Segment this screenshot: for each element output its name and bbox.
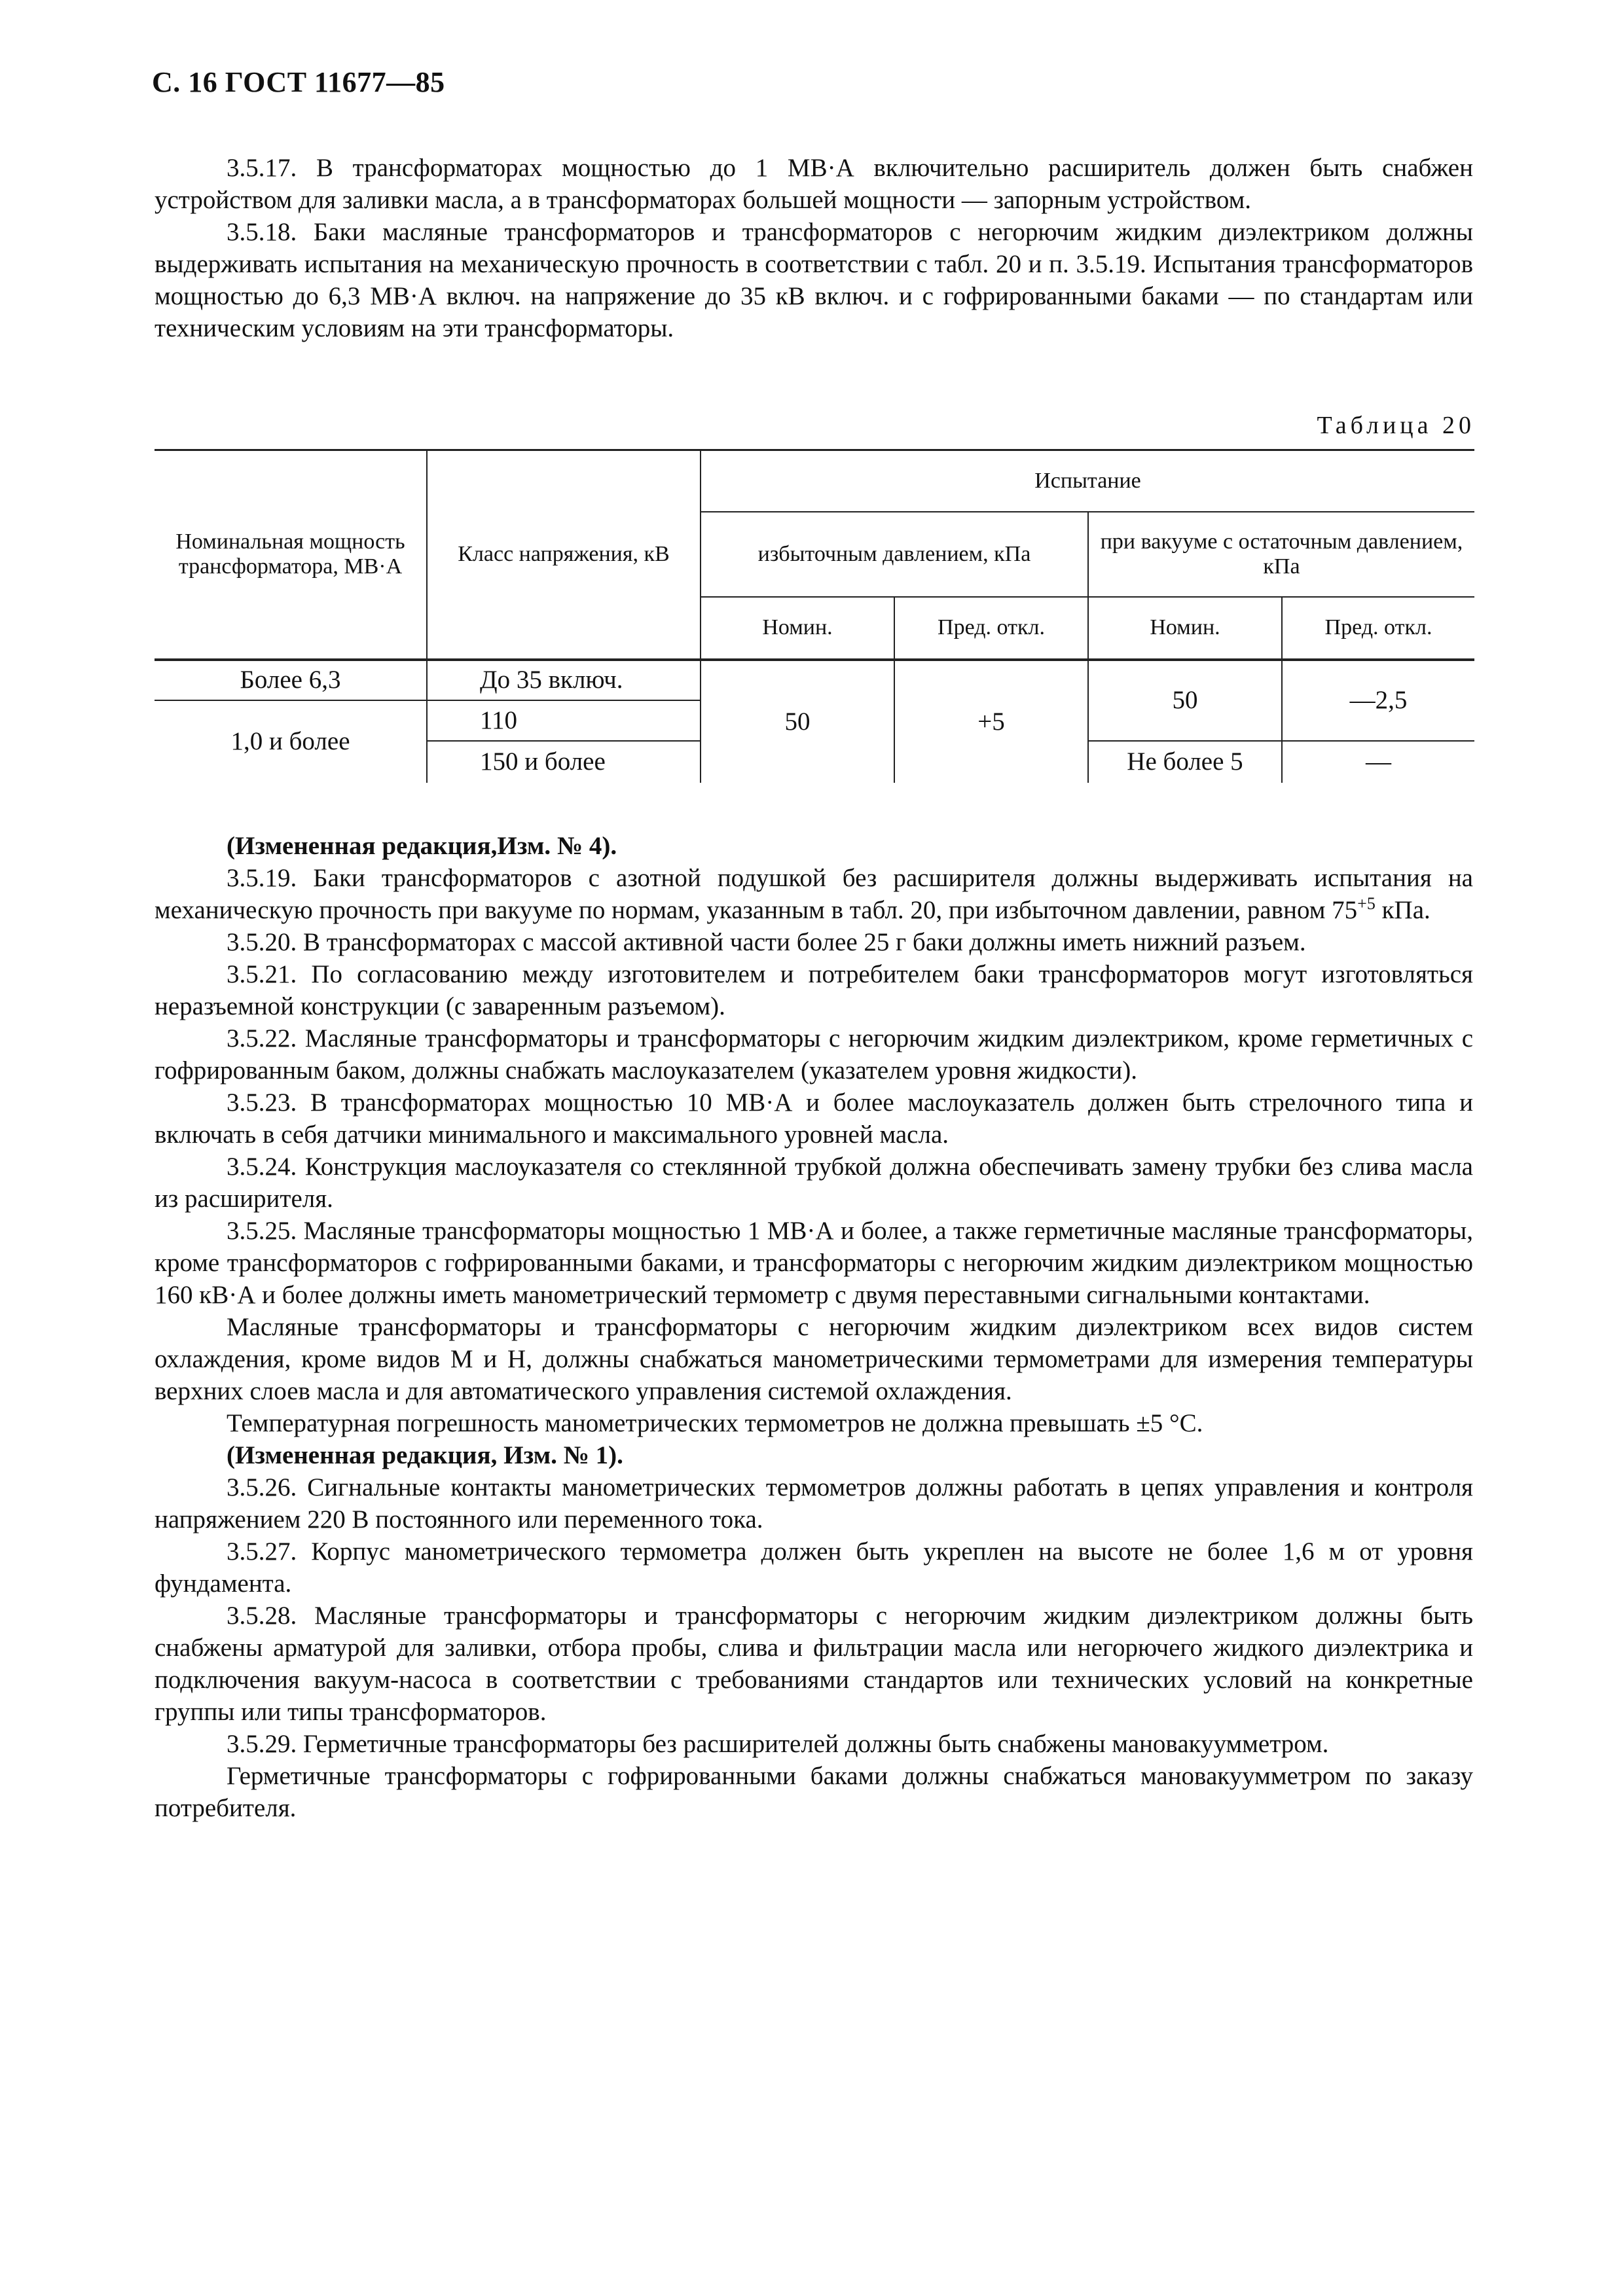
paragraph-3-5-20: 3.5.20. В трансформаторах с массой активной части более 25 г баки должны иметь нижний разъем. xyxy=(227,928,1306,956)
header-nom-1: Номин. xyxy=(701,597,894,660)
cell-voltage: 110 xyxy=(427,700,701,741)
amendment-note-1: (Измененная редакция, Изм. № 1). xyxy=(227,1441,623,1469)
cell-vac-dev: —2,5 xyxy=(1282,660,1474,741)
cell-vac-dev: — xyxy=(1282,741,1474,783)
cell-voltage: До 35 включ. xyxy=(427,660,701,700)
paragraph-3-5-17: 3.5.17. В трансформаторах мощностью до 1 МВ·А включительно расширитель должен быть снабжен устройством для заливки масла, а в трансформаторах большей мощности — запорным устройством. xyxy=(155,154,1473,214)
paragraph-3-5-22: 3.5.22. Масляные трансформаторы и трансформаторы с негорючим жидким диэлектриком, кроме герметичных с гофрированным баком, должны снабжать маслоуказателем (указателем уровня жидкости). xyxy=(155,1024,1473,1085)
amendment-note-4: (Измененная редакция,Изм. № 4). xyxy=(227,832,617,860)
page-header: С. 16 ГОСТ 11677—85 xyxy=(152,66,445,98)
cell-vac-nom: Не более 5 xyxy=(1088,741,1282,783)
paragraph-3-5-23: 3.5.23. В трансформаторах мощностью 10 МВ·А и более маслоуказатель должен быть стрелочного типа и включать в себя датчики минимального и максимального уровней масла. xyxy=(155,1088,1473,1149)
paragraph-3-5-18: 3.5.18. Баки масляные трансформаторов и трансформаторов с негорючим жидким диэлектриком должны выдерживать испытания на механическую прочность в соответствии с табл. 20 и п. 3.5.19. Испытания трансформаторов мощностью до 6,3 МВ·А включ. на напряжение до 35 кВ включ. и с гофрированными баками — по стандартам или техническим условиям на эти трансформаторы. xyxy=(155,218,1473,342)
header-overpressure: избыточным давлением, кПа xyxy=(701,512,1088,597)
header-test: Испытание xyxy=(701,450,1474,512)
cell-power: Более 6,3 xyxy=(155,660,427,700)
cell-voltage: 150 и более xyxy=(427,741,701,783)
cell-vac-nom: 50 xyxy=(1088,660,1282,741)
paragraph-3-5-25: 3.5.25. Масляные трансформаторы мощностью 1 МВ·А и более, а также герметичные масляные трансформаторы, кроме трансформаторов с гофрированными баками, и трансформаторы с негорючим жидким диэлектриком мощностью 160 кВ·А и более должны иметь манометрический термометр с двумя переставными сигнальными контактами. xyxy=(155,1217,1473,1309)
body-text xyxy=(155,830,1473,1824)
paragraph-3-5-29-b: Герметичные трансформаторы с гофрированными баками должны снабжаться мановакуумметром по заказу потребителя. xyxy=(155,1762,1473,1822)
table-caption: Таблица 20 xyxy=(1317,412,1475,439)
paragraph-3-5-25-b: Масляные трансформаторы и трансформаторы с негорючим жидким диэлектриком всех видов систем охлаждения, кроме видов М и Н, должны снабжаться манометрическими термометрами для измерения температуры верхних слоев масла и для автоматического управления системой охлаждения. xyxy=(155,1313,1473,1405)
paragraph-3-5-28: 3.5.28. Масляные трансформаторы и трансформаторы с негорючим жидким диэлектриком должны быть снабжены арматурой для заливки, отбора пробы, слива и фильтрации масла или негорючего жидкого диэлектрика и подключения вакуум-насоса в соответствии с требованиями стандартов или технических условий на конкретные группы или типы трансформаторов. xyxy=(155,1602,1473,1726)
paragraph-3-5-25-c: Температурная погрешность манометрических термометров не должна превышать ±5 °С. xyxy=(227,1409,1203,1437)
paragraph-3-5-19: 3.5.19. Баки трансформаторов с азотной подушкой без расширителя должны выдерживать испытания на механическую прочность при вакууме по нормам, указанным в табл. 20, при избыточном давлении, равном $75^{+5}$ кПа. xyxy=(155,864,1473,924)
header-power: Номинальная мощность трансформатора, МВ·А xyxy=(155,450,427,660)
header-dev-1: Пред. откл. xyxy=(894,597,1088,660)
paragraph-3-5-24: 3.5.24. Конструкция маслоуказателя со стеклянной трубкой должна обеспечивать замену трубки без слива масла из расширителя. xyxy=(155,1153,1473,1213)
header-voltage: Класс напряжения, кВ xyxy=(427,450,701,660)
paragraph-3-5-26: 3.5.26. Сигнальные контакты манометрических термометров должны работать в цепях управления и контроля напряжением 220 В постоянного или переменного тока. xyxy=(155,1473,1473,1534)
cell-over-dev: +5 xyxy=(894,660,1088,783)
paragraph-3-5-29: 3.5.29. Герметичные трансформаторы без расширителей должны быть снабжены мановакуумметром. xyxy=(227,1730,1329,1758)
paragraph-3-5-27: 3.5.27. Корпус манометрического термометра должен быть укреплен на высоте не более 1,6 м от уровня фундамента. xyxy=(155,1537,1473,1598)
intro-text xyxy=(155,152,1473,344)
header-nom-2: Номин. xyxy=(1088,597,1282,660)
header-vacuum: при вакууме с остаточным давлением, кПа xyxy=(1088,512,1474,597)
cell-over-nom: 50 xyxy=(701,660,894,783)
header-dev-2: Пред. откл. xyxy=(1282,597,1474,660)
table-20 xyxy=(155,449,1474,783)
paragraph-3-5-21: 3.5.21. По согласованию между изготовителем и потребителем баки трансформаторов могут изготовляться неразъемной конструкции (с заваренным разъемом). xyxy=(155,960,1473,1020)
cell-power: 1,0 и более xyxy=(155,700,427,783)
